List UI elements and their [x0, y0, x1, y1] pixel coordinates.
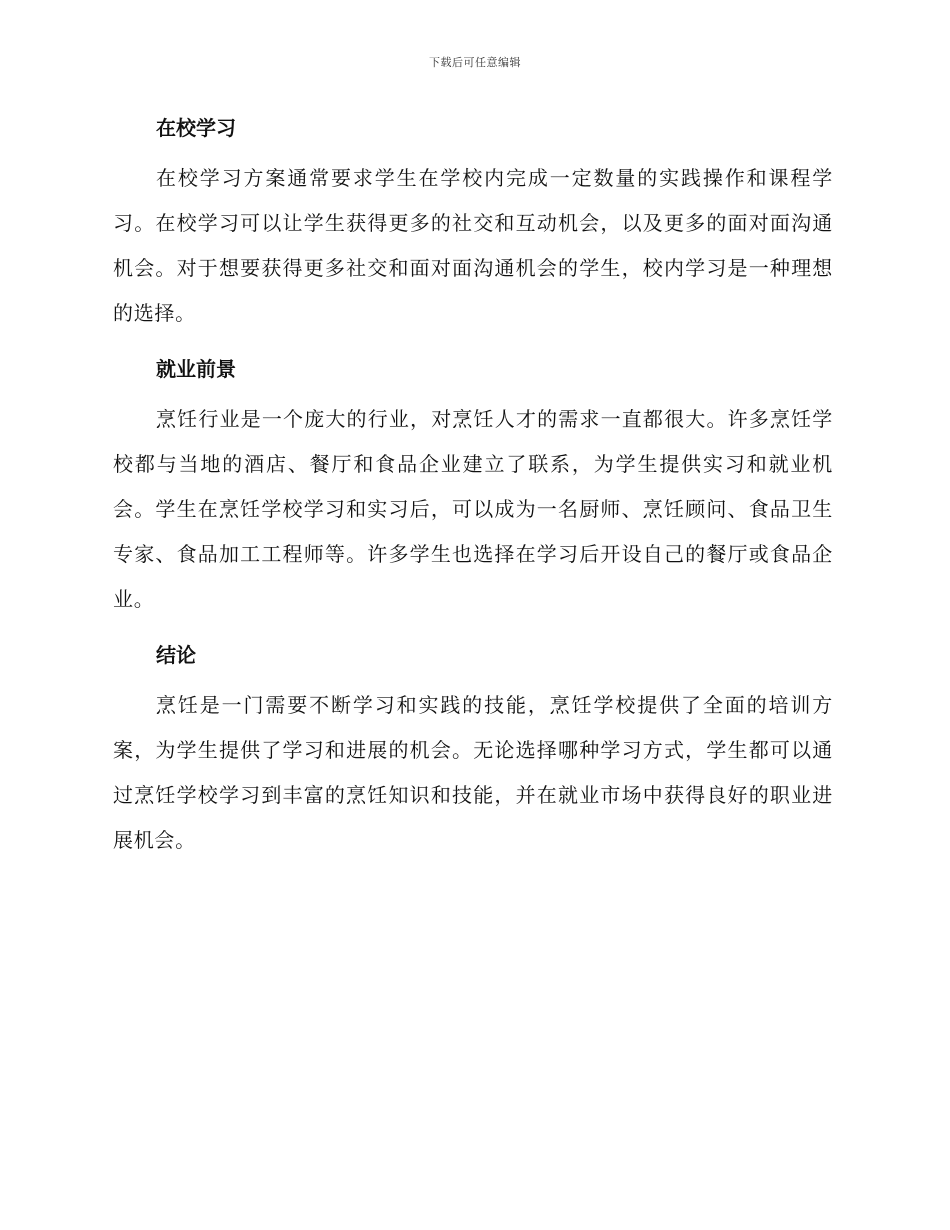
- page-header: 下载后可任意编辑: [429, 56, 521, 69]
- section-body-conclusion: 烹饪是一门需要不断学习和实践的技能，烹饪学校提供了全面的培训方案，为学生提供了学习和进展的机会。无论选择哪种学习方式，学生都可以通过烹饪学校学习到丰富的烹饪知识和技能，并在就业市场中获得良好的职业进展机会。: [113, 693, 833, 852]
- section-heading-conclusion: 结论: [156, 643, 196, 667]
- section-heading-school-study: 在校学习: [156, 116, 236, 140]
- document-content: [113, 108, 833, 876]
- section-body-school-study: 在校学习方案通常要求学生在学校内完成一定数量的实践操作和课程学习。在校学习可以让学生获得更多的社交和互动机会，以及更多的面对面沟通机会。对于想要获得更多社交和面对面沟通机会的学生，校内学习是一种理想的选择。: [113, 166, 833, 325]
- section-body-career-prospects: 烹饪行业是一个庞大的行业，对烹饪人才的需求一直都很大。许多烹饪学校都与当地的酒店、餐厅和食品企业建立了联系，为学生提供实习和就业机会。学生在烹饪学校学习和实习后，可以成为一名厨师、烹饪顾问、食品卫生专家、食品加工工程师等。许多学生也选择在学习后开设自己的餐厅或食品企业。: [113, 407, 833, 611]
- section-heading-career-prospects: 就业前景: [156, 357, 236, 381]
